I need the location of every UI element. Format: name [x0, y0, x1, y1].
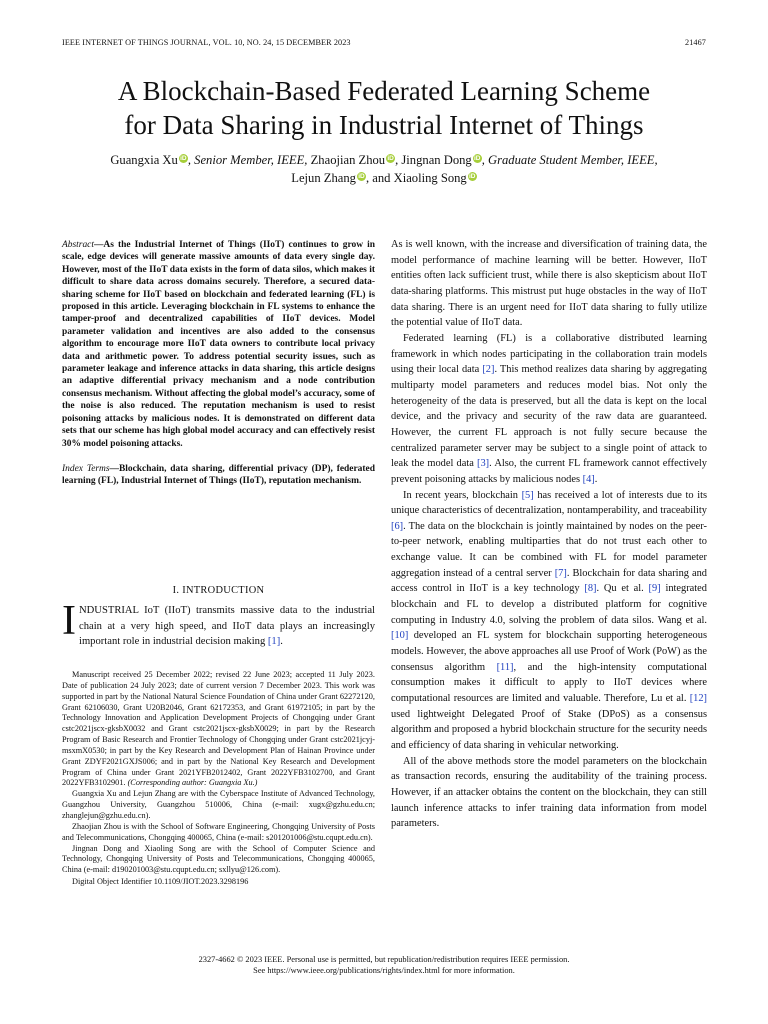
body-paragraph: As is well known, with the increase and diversification of training data, the model performance of machine learning will be better. However, IIoT entities often lack sufficient trust, while there is also skepticism about IIoT data-sharing platforms. This mistrust put huge obstacles in the way of IIoT data sharing. There is an urgent need for IIoT data sharing to fully utilize the potential value of IIoT data.	[391, 239, 707, 329]
citation-link[interactable]: [1]	[267, 636, 281, 647]
abstract-text: —As the Industrial Internet of Things (IIoT) continues to grow in scale, edge devices will generate massive amounts of data every single day. However, most of the IIoT data exists in the form of data silos, which makes it difficult to share data across domains securely. Therefore, a secured data-sharing scheme for IIoT based on blockchain and federated learning (FL) is proposed in this article. Leveraging blockchain in FL systems to enhance the tamper-proof and decentralized capabilities of IIoT devices. Model parameter validation and incentives are also added to the consensus algorithm to encourage more IIoT data owners to contribute local privacy data and arithmetic power. To address potential security issues, such as parameter leakage and inference attacks in data sharing, this article designs an adaptive differential privacy mechanism and a node contribution consensus mechanism. Without affecting the global model’s accuracy, some of the noise is also reduced. The reputation mechanism is used to resist poisoning attacks by malicious nodes. It is demonstrated on different data sets that our scheme has high global model accuracy and can effectively resist 30% model poisoning attacks.	[62, 240, 375, 449]
title-line-2: for Data Sharing in Industrial Internet of Things	[124, 110, 644, 140]
author-name: Lejun Zhang	[291, 171, 356, 185]
body-paragraph	[391, 331, 707, 488]
paper-title	[40, 74, 728, 142]
copyright-line-2: See https://www.ieee.org/publications/rights/index.html for more information.	[253, 966, 515, 975]
page-number: 21467	[685, 38, 706, 47]
paragraph-text: Federated learning (FL) is a collaborative distributed learning framework in which nodes participating in the collaboration train models using their local data	[391, 332, 707, 376]
author-line-1: Guangxia Xu iD, Senior Member, IEEE, Zhaojian Zhou iD, Jingnan Dong iD, Graduate Student Member, IEEE,	[110, 153, 658, 167]
citation-link[interactable]: [10]	[391, 630, 409, 642]
affiliation-note: Zhaojian Zhou is with the School of Software Engineering, Chongqing University of Posts and Telecommunications, Chongqing 400065, China (e-mail: s201201006@stu.cqupt.edu.cn).	[62, 821, 375, 842]
doi-note: Digital Object Identifier 10.1109/JIOT.2023.3298196	[72, 877, 249, 887]
paragraph-text: used lightweight Delegated Proof of Stake (DPoS) as a consensus algorithm and proposed a hybrid blockchain structure for the security needs and efficiency of data sharing in vehicular networking.	[391, 708, 707, 751]
paragraph-text: . Also, the current FL framework cannot effectively prevent poisoning attacks by malicious nodes	[391, 458, 707, 485]
affiliation-note: Guangxia Xu and Lejun Zhang are with the Cyberspace Institute of Advanced Technology, Guangzhou University, Guangzhou 510006, China (e-mail: xugx@gzhu.edu.cn; zhanglejun@gzhu.edu.cn).	[62, 789, 375, 820]
author-name: and Xiaoling Song	[372, 171, 467, 185]
paragraph-text: integrated blockchain and FL to develop a distributed platform for cognitive computing in Industry 4.0, solving the problem of data silos. Wang et al.	[391, 583, 707, 626]
paragraph-text: In recent years, blockchain	[403, 489, 522, 501]
index-terms-label: Index Terms	[62, 463, 110, 474]
paragraph-text: . Qu et al.	[596, 583, 649, 595]
section-heading	[62, 585, 375, 596]
index-terms	[62, 463, 375, 488]
paragraph-text: developed an FL system for blockchain supporting heterogeneous models. However, the above approaches all use Proof of Work (PoW) as the consensus algorithm	[391, 630, 707, 673]
citation-link[interactable]: [4]	[582, 473, 595, 485]
author-role: , Graduate Student Member, IEEE,	[481, 153, 658, 167]
section-number: I.	[172, 585, 183, 596]
right-column	[391, 237, 707, 832]
citation-link[interactable]: [8]	[584, 583, 597, 595]
title-line-1: A Blockchain-Based Federated Learning Scheme	[117, 76, 651, 106]
index-terms-text: —Blockchain, data sharing, differential privacy (DP), federated learning (FL), Industrial Internet of Things (IIoT), reputation mechanism.	[62, 463, 375, 487]
paragraph-text: , and the high-intensity computational consumption makes it difficult to apply to IIoT devices where computational resources are limited and valuable. Therefore, Lu et al.	[391, 661, 707, 705]
author-role: , Senior Member, IEEE,	[187, 153, 308, 167]
abstract	[62, 239, 375, 450]
citation-link[interactable]: [6]	[391, 520, 404, 532]
paragraph-text: . Blockchain for data sharing and access control in IIoT is a key technology	[391, 567, 708, 595]
citation-link[interactable]: [9]	[648, 583, 661, 595]
orcid-icon[interactable]: iD	[468, 173, 476, 180]
manuscript-note	[62, 670, 375, 789]
orcid-icon[interactable]: iD	[387, 155, 394, 162]
intro-end: .	[280, 636, 283, 647]
body-paragraph	[391, 488, 707, 754]
citation-link[interactable]: [3]	[477, 458, 490, 470]
drop-cap: I	[62, 598, 76, 644]
section-title: NTRODUCTION	[185, 585, 265, 596]
author-line-2: Lejun Zhang iD, and Xiaoling Song iD	[291, 171, 476, 185]
intro-paragraph	[62, 598, 375, 650]
intro-text: NDUSTRIAL IoT (IIoT) transmits massive data to the industrial chain at a very high speed, and IIoT data plays an increasingly important role in industrial decision making	[79, 605, 375, 647]
section-title-initial: I	[182, 585, 186, 596]
corresponding-author: (Corresponding author: Guangxia Xu.)	[127, 778, 258, 788]
citation-link[interactable]: [2]	[482, 364, 495, 376]
body-paragraph: All of the above methods store the model parameters on the blockchain as transaction records, ensuring the auditability of the training process. However, if an attacker obtains the content on the blockchain, they can still launch inference attacks to infer training data information from model parameters.	[391, 755, 707, 830]
copyright-line-1: 2327-4662 © 2023 IEEE. Personal use is permitted, but republication/redistribution requires IEEE permission.	[198, 955, 570, 964]
citation-link[interactable]: [5]	[521, 489, 534, 501]
paragraph-text: . The data on the blockchain is jointly maintained by nodes on the peer-to-peer network, enabling multiparties that do not trust each other to exchange value. It can be combined with FL for model parameter aggregation instead of a central server	[391, 520, 707, 579]
citation-link[interactable]: [12]	[689, 693, 707, 705]
paragraph-text: .	[594, 473, 598, 485]
author-name: Jingnan Dong	[401, 153, 472, 167]
abstract-label: Abstract	[62, 240, 94, 250]
journal-header: IEEE INTERNET OF THINGS JOURNAL, VOL. 10, NO. 24, 15 DECEMBER 2023	[62, 38, 351, 47]
orcid-icon[interactable]: iD	[358, 173, 365, 180]
copyright-notice	[40, 954, 728, 976]
paragraph-text: . This method realizes data sharing by aggregating multiparty model parameters and reduces model bias. Not only the heterogeneity of the data is preserved, but all the data is kept on the local device, and the privacy and security of the raw data are guaranteed. However, the current FL approach is not fully secure because the centralized parameter server may be subject to a single point of attack to leak the model data	[391, 364, 707, 470]
citation-link[interactable]: [11]	[496, 661, 514, 673]
author-name: Zhaojian Zhou	[310, 153, 386, 167]
author-name: Guangxia Xu	[110, 153, 178, 167]
author-list	[40, 151, 728, 187]
footnotes	[62, 670, 375, 888]
citation-link[interactable]: [7]	[554, 567, 567, 579]
left-column	[62, 239, 375, 488]
manuscript-text: Manuscript received 25 December 2022; revised 22 June 2023; accepted 11 July 2023. Date of publication 24 July 2023; date of current version 7 December 2023. This work was supported in part by the National Natural Science Foundation of China under Grant 62272120, Grant 62106030, Grant U20B2046, Grant 62172353, and Grant 61972105; in part by the Technology Innovation and Application Development Projects of Chongqing under Grant cstc2021jscx-gksbX0032 and Grant cstc2021jscx-gksbX0029; in part by the Research Program of Basic Research and Frontier Technology of Chongqing under Grant cstc2021jcyj-msxmX0530; in part by the Key Research and Development Plan of Hainan Province under Grant ZDYF2021GXJS006; and in part by the National Key Research and Development Program of China under Grant 2021YFB2012402, Grant 2022YFB3102700, and Grant 2022YFB3102901.	[62, 670, 375, 788]
affiliation-note: Jingnan Dong and Xiaoling Song are with the School of Computer Science and Technology, Chongqing University of Posts and Telecommunications, Chongqing 400065, China (e-mail: d190201003@stu.cqupt.edu.cn; sxllyu@126.com).	[62, 843, 375, 875]
orcid-icon[interactable]: iD	[473, 155, 481, 162]
paragraph-text: has received a lot of interests due to its unique characteristics of decentralization, nontamperability, and traceability	[391, 489, 708, 517]
orcid-icon[interactable]: iD	[180, 155, 187, 162]
